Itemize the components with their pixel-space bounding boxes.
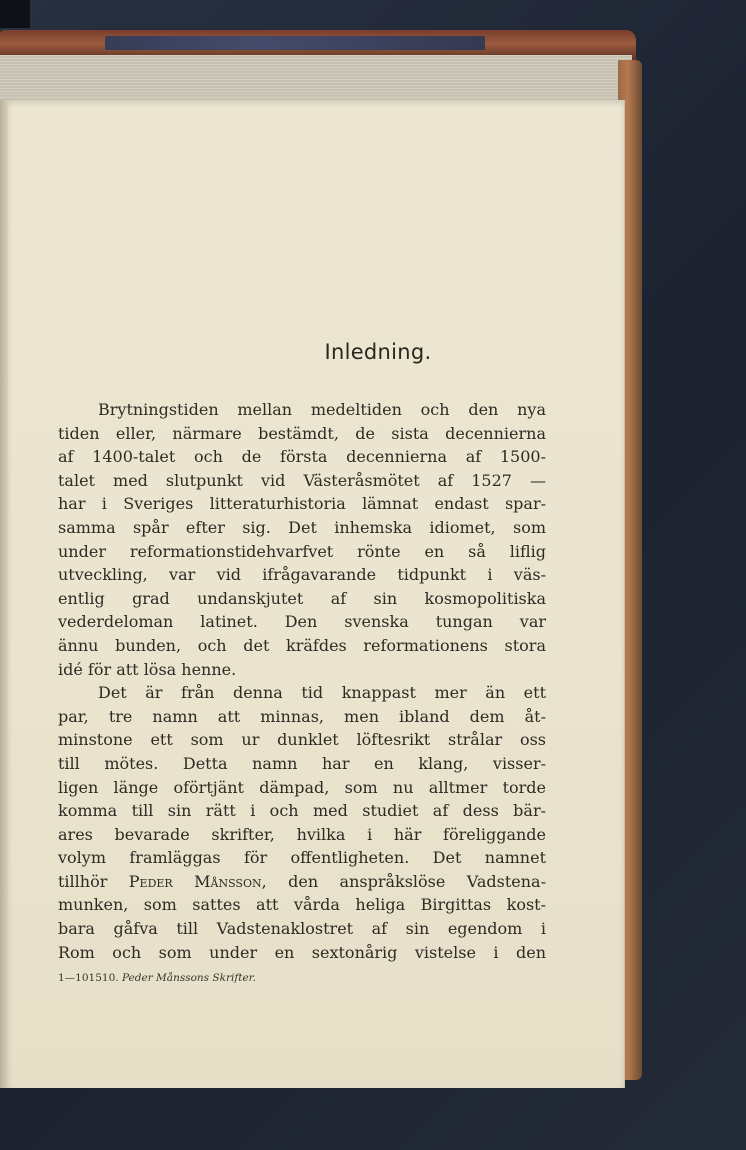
text-line: till mötes. Detta namn har en klang, visser- <box>58 753 546 773</box>
text-line: talet med slutpunkt vid Västeråsmötet af 1527 — <box>58 470 546 490</box>
text-line: par, tre namn att minnas, men ibland dem åt- <box>58 706 546 726</box>
text-line: volym framläggas för offentligheten. Det namnet <box>58 848 546 868</box>
signature-mark: 1—101510. <box>58 972 119 984</box>
text-line: samma spår efter sig. Det inhemska idiomet, som <box>58 517 546 537</box>
text-line: entlig grad undanskjutet af sin kosmopolitiska <box>58 588 546 608</box>
text-line: munken, som sattes att vårda heliga Birgittas kost- <box>58 895 546 915</box>
text-line: Det är från denna tid knappast mer än ett <box>98 683 546 703</box>
text-line: minstone ett som ur dunklet löftesrikt strålar oss <box>58 730 546 750</box>
text-line: Brytningstiden mellan medeltiden och den nya <box>98 400 546 419</box>
page-left-edge <box>0 100 8 1088</box>
text-line <box>58 870 546 894</box>
text-line: har i Sveriges litteraturhistoria lämnat endast spar- <box>58 494 546 514</box>
text-line: komma till sin rätt i och med studiet af dess bär- <box>58 801 546 821</box>
text-line: Rom och som under en sextonårig vistelse i den <box>58 942 546 962</box>
signature-footer <box>58 972 256 984</box>
text-line: ares bevarade skrifter, hvilka i här föreliggande <box>58 824 546 844</box>
corner-tab <box>0 0 30 28</box>
text-line: ligen länge oförtjänt dämpad, som nu alltmer torde <box>58 777 546 797</box>
footer-title: Peder Månssons Skrifter. <box>121 972 256 984</box>
text-fragment: , den anspråkslöse Vadstena- <box>261 871 546 891</box>
body-text <box>58 398 546 964</box>
chapter-heading: Inledning. <box>324 340 432 364</box>
text-line: vederdeloman latinet. Den svenska tungan var <box>58 612 546 632</box>
text-line: af 1400-talet och de första decennierna af 1500- <box>58 447 546 467</box>
text-line: bara gåfva till Vadstenaklostret af sin egendom i <box>58 919 546 939</box>
text-line: idé för att lösa henne. <box>58 659 237 679</box>
text-fragment: tillhör <box>58 871 129 891</box>
text-line: tiden eller, närmare bestämdt, de sista decennierna <box>58 423 546 443</box>
text-line: under reformationstidehvarfvet rönte en så liflig <box>58 541 546 561</box>
text-line: utveckling, var vid ifrågavarande tidpunkt i väs- <box>58 565 546 585</box>
cover-spine-band <box>105 36 485 50</box>
author-name: Peder Månsson <box>128 871 262 891</box>
text-line: ännu bunden, och det kräfdes reformationens stora <box>58 635 546 655</box>
